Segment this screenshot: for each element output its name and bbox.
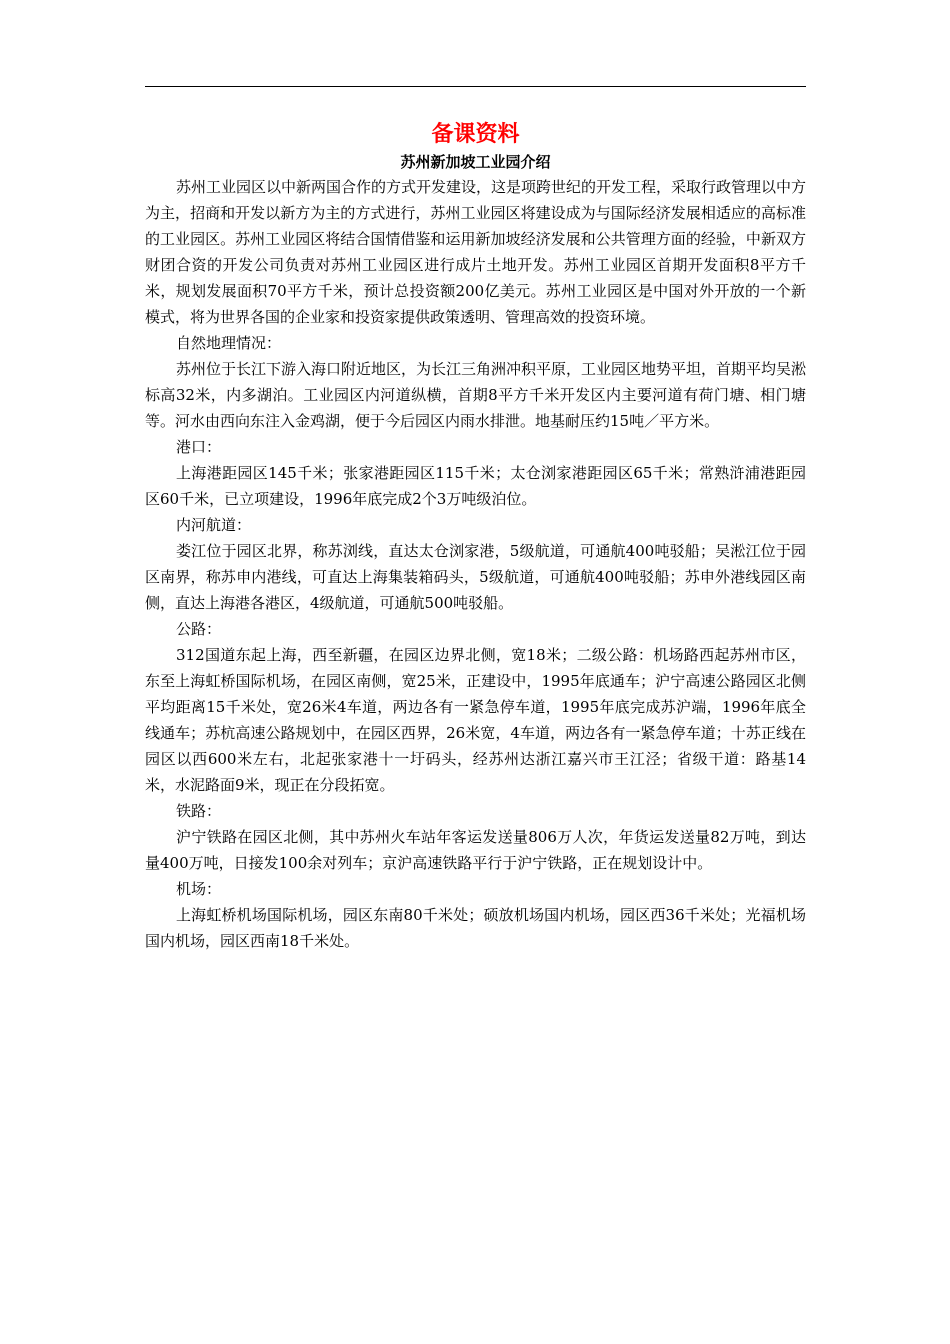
paragraph-intro: 苏州工业园区以中新两国合作的方式开发建设，这是项跨世纪的开发工程，采取行政管理以中方为主，招商和开发以新方为主的方式进行，苏州工业园区将建设成为与国际经济发展相适应的高标准的工业园区。苏州工业园区将结合国情借鉴和运用新加坡经济发展和公共管理方面的经验，中新双方财团合资的开发公司负责对苏州工业园区进行成片土地开发。苏州工业园区首期开发面积8平方千米，规划发展面积70平方千米，预计总投资额200亿美元。苏州工业园区是中国对外开放的一个新模式，将为世界各国的企业家和投资家提供政策透明、管理高效的投资环境。 (145, 178, 807, 326)
paragraph-ports: 上海港距园区145千米；张家港距园区115千米；太仓浏家港距园区65千米；常熟浒浦港距园区60千米，已立项建设，1996年底完成2个3万吨级泊位。 (145, 464, 806, 508)
heading-geography: 自然地理情况： (176, 334, 282, 352)
paragraph-airports: 上海虹桥机场国际机场，园区东南80千米处；硕放机场国内机场，园区西36千米处；光福机场国内机场，园区西南18千米处。 (145, 906, 806, 950)
paragraph-waterways: 娄江位于园区北界，称苏浏线，直达太仓浏家港，5级航道，可通航400吨驳船；吴淞江位于园区南界，称苏申内港线，可直达上海集装箱码头，5级航道，可通航400吨驳船；苏申外港线园区南侧，直达上海港各港区，4级航道，可通航500吨驳船。 (145, 542, 806, 612)
paragraph-railway: 沪宁铁路在园区北侧，其中苏州火车站年客运发送量806万人次，年货运发送量82万吨，到达量400万吨，日接发100余对列车；京沪高速铁路平行于沪宁铁路，正在规划设计中。 (145, 828, 806, 872)
paragraph-geography: 苏州位于长江下游入海口附近地区，为长江三角洲冲积平原，工业园区地势平坦，首期平均吴淞标高32米，内多湖泊。工业园区内河道纵横，首期8平方千米开发区内主要河道有荷门塘、相门塘等。河水由西向东注入金鸡湖，便于今后园区内雨水排泄。地基耐压约15吨／平方米。 (145, 360, 807, 430)
header-rule (145, 86, 806, 87)
heading-railway: 铁路： (176, 802, 222, 820)
heading-waterways: 内河航道： (176, 516, 252, 534)
heading-roads: 公路： (176, 620, 222, 638)
heading-ports: 港口： (176, 438, 222, 456)
document-subtitle: 苏州新加坡工业园介绍 (400, 153, 551, 171)
document-body (145, 120, 806, 954)
heading-airports: 机场： (176, 880, 222, 898)
paragraph-roads: 312国道东起上海，西至新疆，在园区边界北侧，宽18米；二级公路：机场路西起苏州市区，东至上海虹桥国际机场，在园区南侧，宽25米，正建设中，1995年底通车；沪宁高速公路园区北侧平均距离15千米处，宽26米4车道，两边各有一紧急停车道，1995年底完成苏沪端，1996年底全线通车；苏杭高速公路规划中，在园区西界，26米宽，4车道，两边各有一紧急停车道；十苏正线在园区以西600米左右，北起张家港十一圩码头，经苏州达浙江嘉兴市王江泾；省级干道：路基14米，水泥路面9米，现正在分段拓宽。 (145, 646, 806, 794)
document-title: 备课资料 (431, 122, 520, 147)
